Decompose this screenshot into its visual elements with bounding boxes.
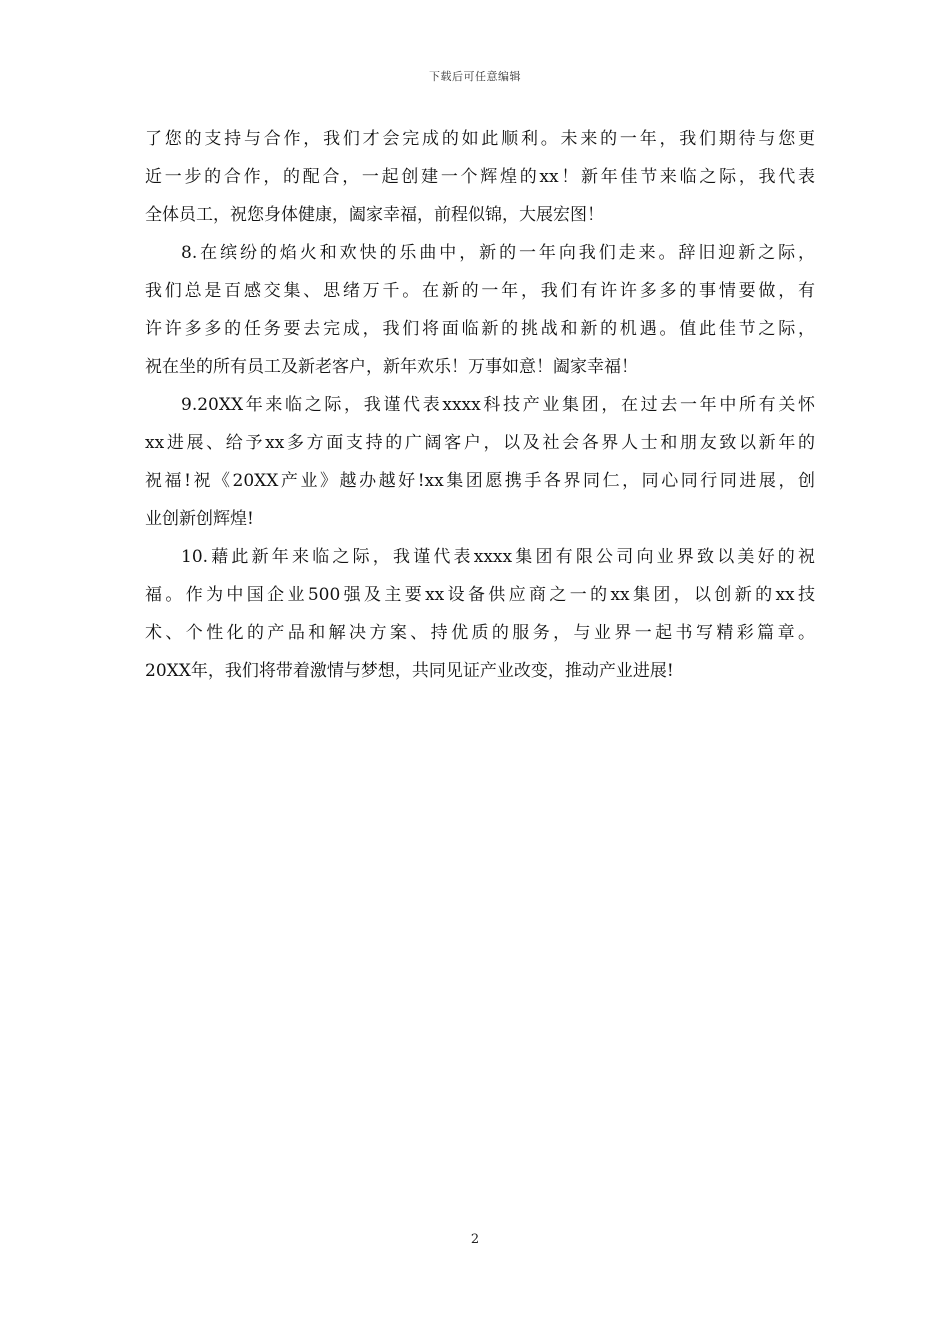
document-body: [145, 120, 815, 690]
text-line: 10.藉此新年来临之际，我谨代表xxxx集团有限公司向业界致以美好的祝: [181, 547, 815, 567]
paragraph: [145, 386, 815, 538]
text-line: 福。作为中国企业500强及主要xx设备供应商之一的xx集团，以创新的xx技: [145, 585, 815, 605]
text-line: 我们总是百感交集、思绪万千。在新的一年，我们有许许多多的事情要做，有: [145, 281, 815, 301]
text-line: 祝福!祝《20XX产业》越办越好!xx集团愿携手各界同仁，同心同行同进展，创: [145, 471, 815, 491]
text-line: 全体员工，祝您身体健康，阖家幸福，前程似锦，大展宏图！: [145, 205, 604, 225]
paragraph: [145, 234, 815, 386]
paragraph: [145, 120, 815, 234]
text-line: 了您的支持与合作，我们才会完成的如此顺利。未来的一年，我们期待与您更: [145, 129, 815, 149]
page-number: 2: [470, 1232, 480, 1247]
text-line: 20XX年，我们将带着激情与梦想，共同见证产业改变，推动产业进展!: [145, 661, 674, 681]
text-line: 业创新创辉煌!: [145, 509, 254, 529]
text-line: xx进展、给予xx多方面支持的广阔客户，以及社会各界人士和朋友致以新年的: [145, 433, 815, 453]
text-line: 许许多多的任务要去完成，我们将面临新的挑战和新的机遇。值此佳节之际，: [145, 319, 815, 339]
text-line: 近一步的合作，的配合，一起创建一个辉煌的xx！新年佳节来临之际，我代表: [145, 167, 815, 187]
text-line: 祝在坐的所有员工及新老客户，新年欢乐！万事如意！阖家幸福！: [145, 357, 638, 377]
text-line: 8.在缤纷的焰火和欢快的乐曲中，新的一年向我们走来。辞旧迎新之际，: [181, 243, 815, 263]
text-line: 9.20XX年来临之际，我谨代表xxxx科技产业集团，在过去一年中所有关怀: [181, 395, 815, 415]
text-line: 术、个性化的产品和解决方案、持优质的服务，与业界一起书写精彩篇章。: [145, 623, 815, 643]
paragraph: [145, 538, 815, 690]
page-header: 下载后可任意编辑: [429, 70, 521, 83]
